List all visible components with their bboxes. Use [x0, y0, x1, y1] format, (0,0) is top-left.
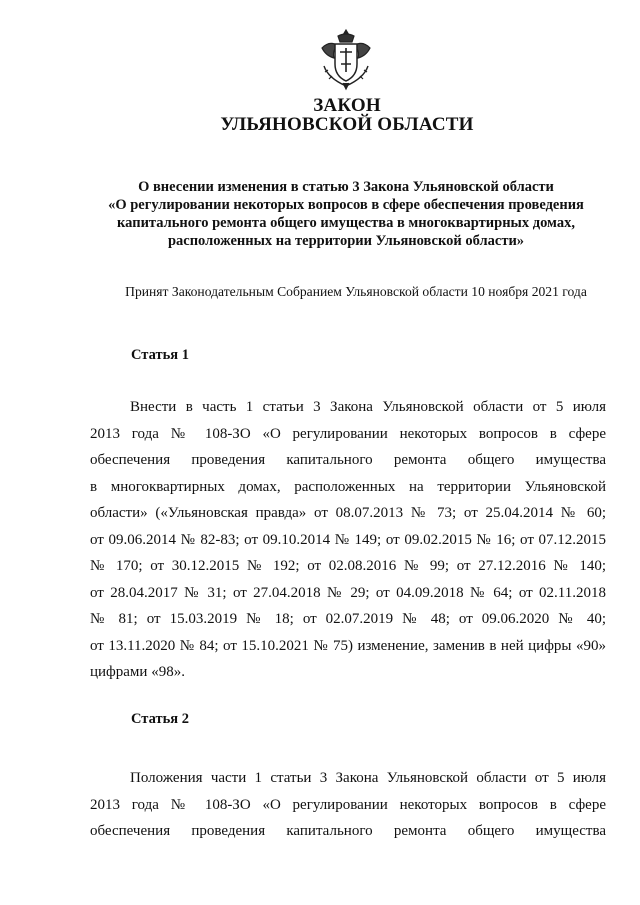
- text-line: № 170; от 30.12.2015 № 192; от 02.08.2016 № 99; от 27.12.2016 № 140;: [90, 558, 606, 574]
- text-line: 2013 года № 108-ЗО «О регулировании некоторых вопросов в сфере: [90, 796, 606, 813]
- text-line: Внести в часть 1 статьи 3 Закона Ульяновской области от 5 июля: [130, 399, 606, 415]
- text-line: от 09.06.2014 № 82-83; от 09.10.2014 № 149; от 09.02.2015 № 16; от 07.12.2015: [90, 531, 606, 548]
- coat-of-arms-icon: [316, 26, 376, 92]
- article-1-text: [90, 397, 606, 689]
- article-1-heading: Статья 1: [131, 347, 189, 363]
- subject-line: капитального ремонта общего имущества в многоквартирных домах,: [117, 215, 575, 231]
- text-line: обеспечения проведения капитального ремонта общего имущества: [90, 452, 606, 468]
- law-subject: [86, 178, 606, 250]
- text-line: цифрами «98».: [90, 664, 185, 680]
- text-line: в многоквартирных домах, расположенных на территории Ульяновской: [90, 478, 606, 495]
- law-title-line1: ЗАКОН: [313, 95, 381, 116]
- text-line: № 81; от 15.03.2019 № 18; от 02.07.2019 № 48; от 09.06.2020 № 40;: [90, 611, 606, 627]
- adoption-note: Принят Законодательным Собранием Ульяновской области 10 ноября 2021 года: [125, 284, 587, 299]
- text-line: от 28.04.2017 № 31; от 27.04.2018 № 29; от 04.09.2018 № 64; от 02.11.2018: [90, 584, 606, 601]
- text-line: от 13.11.2020 № 84; от 15.10.2021 № 75) изменение, заменив в ней цифры «90»: [90, 637, 606, 654]
- text-line: области» («Ульяновская правда» от 08.07.2013 № 73; от 25.04.2014 № 60;: [90, 505, 606, 521]
- subject-line: расположенных на территории Ульяновской области»: [167, 233, 525, 249]
- text-line: 2013 года № 108-ЗО «О регулировании некоторых вопросов в сфере: [90, 425, 606, 442]
- subject-line: О внесении изменения в статью 3 Закона Ульяновской области: [138, 179, 554, 195]
- text-line: Положения части 1 статьи 3 Закона Ульяновской области от 5 июля: [130, 770, 606, 786]
- article-2-text: [90, 768, 606, 848]
- subject-line: «О регулировании некоторых вопросов в сфере обеспечения проведения: [108, 197, 584, 213]
- text-line: обеспечения проведения капитального ремонта общего имущества: [90, 823, 606, 839]
- law-title-line2: УЛЬЯНОВСКОЙ ОБЛАСТИ: [220, 114, 474, 135]
- article-2-heading: Статья 2: [131, 711, 189, 727]
